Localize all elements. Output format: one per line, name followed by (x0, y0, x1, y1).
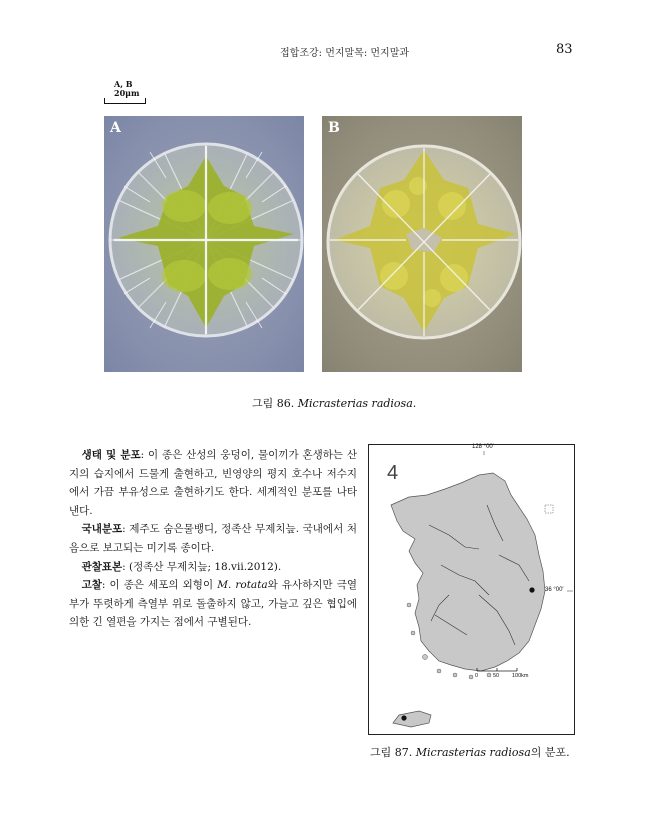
figure-87-caption-prefix: 그림 87. (370, 746, 416, 759)
micrograph-panel-b (322, 116, 522, 372)
domestic-distribution-body: : 제주도 숨은물뱅디, 정족산 무제치늪. 국내에서 처음으로 보고되는 미기록 종이다. (69, 523, 357, 554)
micrograph-b-image (322, 116, 522, 372)
domestic-distribution-label: 국내분포 (81, 523, 123, 536)
scale-label-length: 20μm (114, 88, 140, 98)
figure-86-caption-prefix: 그림 86. (252, 397, 298, 410)
paragraph-remarks (69, 576, 357, 632)
remarks-body-b: 와 유사하지만 극열부가 뚜렷하게 측열부 위로 돌출하지 않고, 가늘고 깊은 협입에 의한 긴 열편을 가지는 점에서 구별된다. (69, 579, 357, 629)
scale-label (114, 80, 139, 98)
figure-86-caption-suffix: . (412, 397, 417, 410)
micrograph-panel-a (104, 116, 304, 372)
svg-text:4: 4 (387, 462, 399, 484)
distribution-map (368, 444, 575, 735)
figure-86-caption-species: Micrasterias radiosa (297, 397, 413, 410)
map-scale-50: 50 (493, 673, 500, 679)
remarks-body-a: : 이 종은 세포의 외형이 (101, 579, 218, 592)
scale-bar (104, 98, 146, 104)
panel-a-label: A (110, 120, 121, 136)
species-description (69, 446, 357, 632)
panel-b-label: B (328, 120, 340, 136)
paragraph-specimens (69, 558, 357, 577)
paragraph-ecology (69, 446, 357, 520)
micrograph-a-image (104, 116, 304, 372)
specimens-body: : (정족산 무제치늪; 18.vii.2012). (122, 560, 282, 573)
page-number: 83 (556, 42, 573, 57)
korea-map-image (369, 445, 574, 734)
scale-label-panels: A, B (114, 79, 133, 89)
paragraph-domestic-distribution (69, 520, 357, 557)
figure-87-caption (370, 744, 570, 760)
remarks-label: 고찰 (81, 579, 102, 592)
figure-86-caption (252, 395, 416, 411)
specimens-label: 관찰표본 (81, 560, 123, 573)
map-longitude-label: 128 °00' (472, 444, 494, 450)
remarks-species: M. rotata (217, 579, 268, 592)
map-scale-0: 0 (475, 673, 479, 679)
figure-87-caption-suffix: 의 분포. (530, 746, 570, 759)
map-latitude-label: 36 °00' (545, 587, 564, 593)
ecology-label: 생태 및 분포 (81, 449, 141, 461)
figure-87-caption-species: Micrasterias radiosa (415, 746, 531, 759)
ecology-body: : 이 종은 산성의 웅덩이, 물이끼가 혼생하는 산지의 습지에서 드물게 출현하고, 빈영양의 평지 호수나 저수지에서 가끔 부유성으로 출현하기도 한다. 세계적인 분포를 나타낸다. (69, 449, 358, 517)
running-head: 접합조강: 먼지말목: 먼지말과 (280, 48, 410, 59)
map-scale-100: 100km (512, 673, 529, 679)
